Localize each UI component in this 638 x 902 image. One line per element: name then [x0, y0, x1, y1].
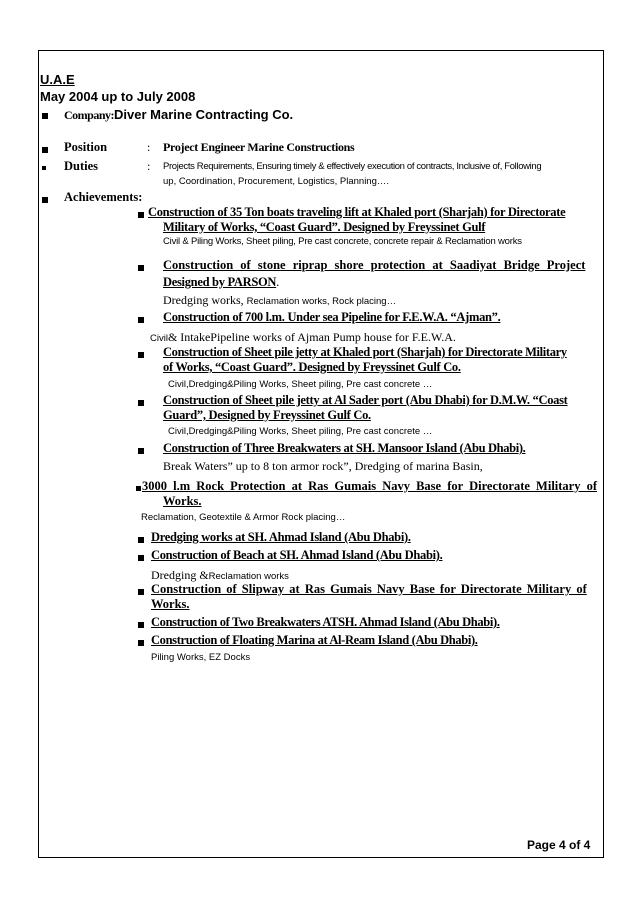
achievement-title: Construction of Beach at SH. Ahmad Island (Abu Dhabi).: [151, 548, 443, 562]
achievement-title: Guard”, Designed by Freyssinet Gulf Co.: [163, 408, 371, 422]
bullet-icon: [136, 486, 141, 491]
company-name: Diver Marine Contracting Co.: [114, 107, 294, 122]
duties-line-1: Projects Requirements, Ensuring timely & effectively execution of contracts, Inclusive of, Following: [163, 161, 542, 172]
achievement-title: Construction of Sheet pile jetty at Khaled port (Sharjah) for Directorate Military: [163, 345, 567, 359]
achievement-title-line: [163, 273, 279, 291]
achievement-title: Designed by PARSON: [163, 275, 277, 289]
country-heading: U.A.E: [40, 72, 75, 87]
achievement-desc: Reclamation works, Rock placing…: [246, 296, 397, 307]
achievement-desc: Break Waters” up to 8 ton armor rock”, Dredging of marina Basin,: [163, 459, 483, 473]
achievement-title: Construction of stone riprap shore protection at Saadiyat Bridge Project: [163, 258, 586, 272]
duties-line-2: up, Coordination, Procurement, Logistics, Planning….: [163, 176, 390, 187]
achievement-desc-line: [150, 328, 456, 346]
achievement-title: Military of Works, “Coast Guard”. Designed by Freyssinet Gulf: [163, 220, 486, 234]
period-heading: May 2004 up to July 2008: [40, 89, 196, 104]
bullet-icon: [138, 555, 144, 561]
achievement-desc: Reclamation works: [208, 571, 289, 582]
achievement-title: of Works, “Coast Guard”. Designed by Freyssinet Gulf Co.: [163, 360, 461, 374]
bullet-icon: [138, 352, 144, 358]
achievement-title: 3000 l.m Rock Protection at Ras Gumais Navy Base for Directorate Military of: [142, 479, 598, 493]
bullet-icon: [138, 400, 144, 406]
achievement-desc: Dredging works,: [163, 293, 247, 307]
page-number: Page 4 of 4: [527, 838, 591, 852]
bullet-icon: [42, 166, 46, 170]
achievement-title: Dredging works at SH. Ahmad Island (Abu Dhabi).: [151, 530, 411, 544]
position-label: Position: [64, 140, 108, 154]
achievement-desc: Piling Works, EZ Docks: [151, 652, 251, 663]
achievement-desc: Civil & Piling Works, Sheet piling, Pre cast concrete, concrete repair & Reclamation works: [163, 236, 522, 247]
achievement-title: Construction of 700 l.m. Under sea Pipeline for F.E.W.A. “Ajman”.: [163, 310, 501, 324]
bullet-icon: [138, 589, 144, 595]
achievement-desc: Civil: [150, 333, 168, 344]
bullet-icon: [138, 265, 144, 271]
bullet-icon: [138, 212, 144, 218]
achievement-title: Construction of Slipway at Ras Gumais Navy Base for Directorate Military of: [151, 582, 587, 596]
duties-colon: :: [147, 159, 151, 173]
achievement-title: Construction of Floating Marina at Al-Ream Island (Abu Dhabi).: [151, 633, 478, 647]
position-colon: :: [147, 140, 151, 154]
achievement-title: Construction of 35 Ton boats traveling lift at Khaled port (Sharjah) for Directorate: [148, 205, 566, 219]
achievement-desc: Civil,Dredging&Piling Works, Sheet piling, Pre cast concrete …: [168, 426, 433, 437]
achievement-title: Construction of Two Breakwaters ATSH. Ahmad Island (Abu Dhabi).: [151, 615, 500, 629]
position-value: Project Engineer Marine Constructions: [163, 140, 355, 154]
bullet-icon: [138, 640, 144, 646]
title-suffix: .: [276, 275, 280, 289]
bullet-icon: [138, 622, 144, 628]
bullet-icon: [138, 448, 144, 454]
achievement-title: Construction of Three Breakwaters at SH. Mansoor Island (Abu Dhabi).: [163, 441, 526, 455]
achievement-desc: Reclamation, Geotextile & Armor Rock placing…: [141, 512, 346, 523]
achievement-desc: Dredging &: [151, 568, 209, 582]
bullet-icon: [138, 317, 144, 323]
achievement-desc: Civil,Dredging&Piling Works, Sheet piling, Pre cast concrete …: [168, 379, 433, 390]
company-label: Company:: [64, 108, 115, 122]
achievement-desc-line: [163, 291, 396, 309]
achievement-title: Works.: [151, 597, 190, 611]
achievement-desc: & IntakePipeline works of Ajman Pump house for F.E.W.A.: [167, 330, 456, 344]
duties-label: Duties: [64, 159, 99, 173]
bullet-icon: [42, 147, 48, 153]
achievement-title: Construction of Sheet pile jetty at Al Sader port (Abu Dhabi) for D.M.W. “Coast: [163, 393, 568, 407]
bullet-icon: [42, 197, 48, 203]
bullet-icon: [138, 537, 144, 543]
company-line: [64, 106, 293, 124]
achievements-label: Achievements:: [64, 190, 143, 204]
bullet-icon: [42, 113, 48, 119]
achievement-title: Works.: [163, 494, 202, 508]
